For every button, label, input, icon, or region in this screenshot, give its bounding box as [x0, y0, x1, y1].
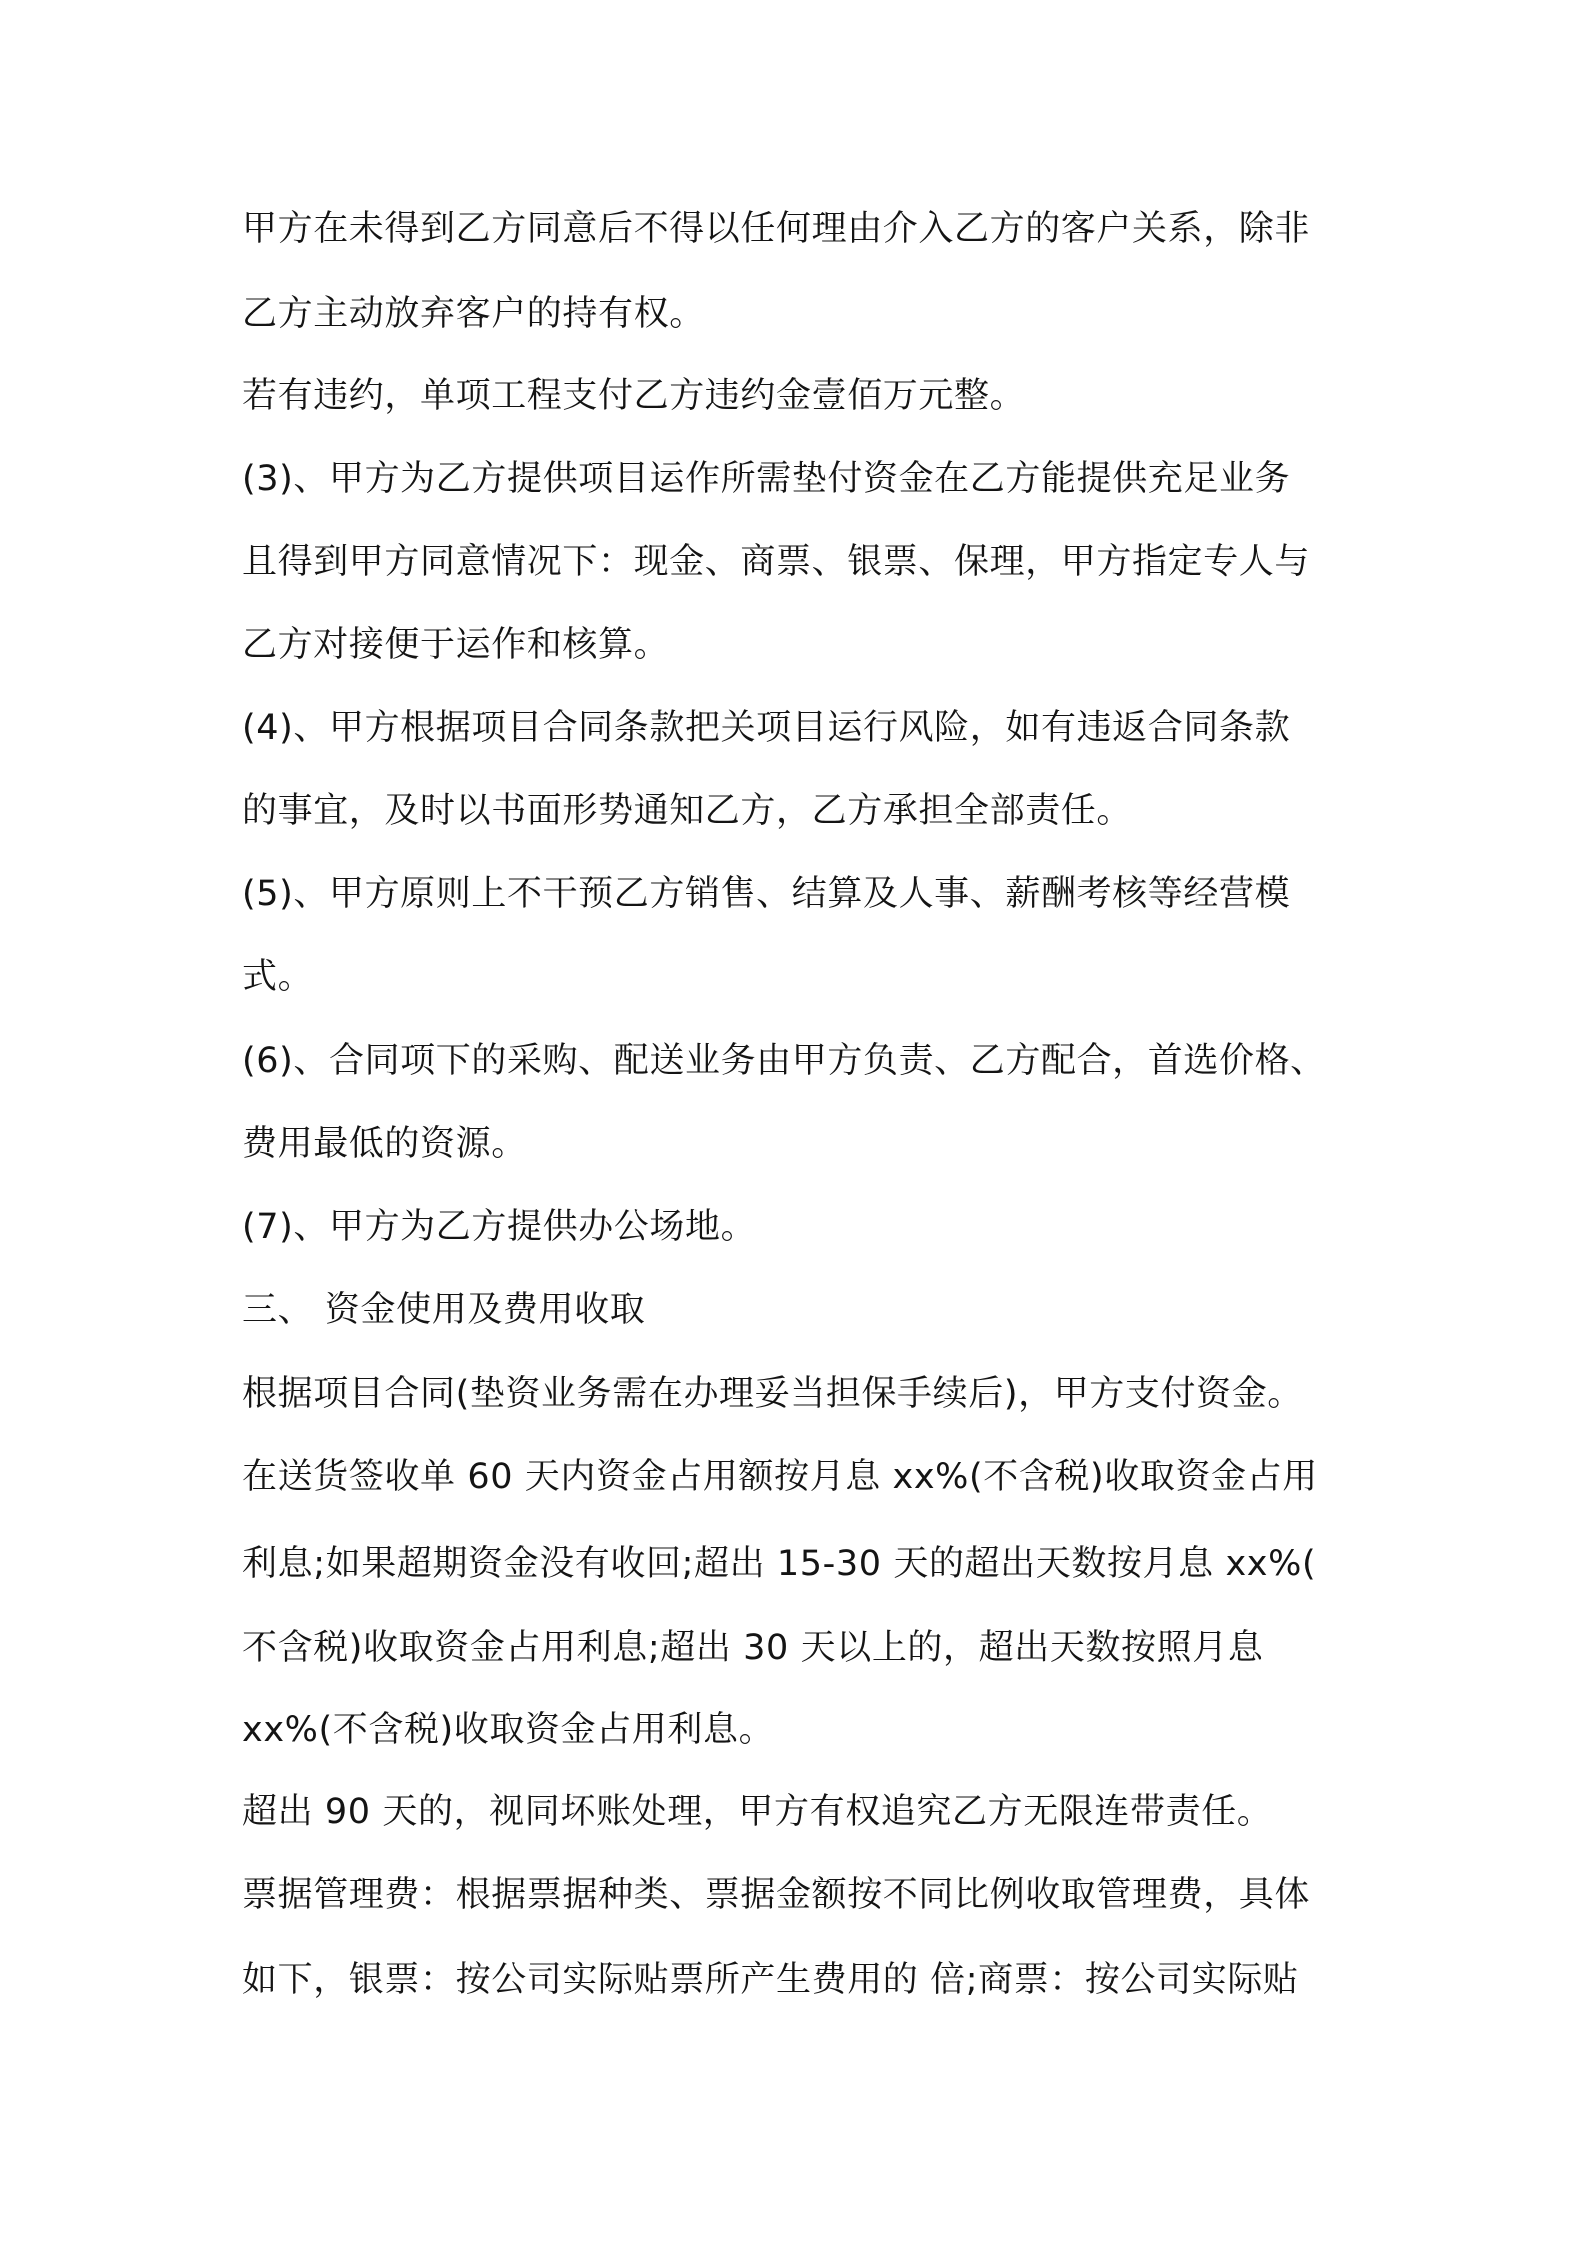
text-line: (6)、合同项下的采购、配送业务由甲方负责、乙方配合，首选价格、 — [242, 1041, 1326, 1081]
text-line: 若有违约，单项工程支付乙方违约金壹佰万元整。 — [242, 376, 1026, 416]
text-line: (7)、甲方为乙方提供办公场地。 — [242, 1207, 757, 1247]
text-line: 乙方对接便于运作和核算。 — [242, 625, 670, 665]
text-line: 且得到甲方同意情况下：现金、商票、银票、保理，甲方指定专人与 — [242, 542, 1311, 582]
text-line: 在送货签收单 60 天内资金占用额按月息 xx%(不含税)收取资金占用 — [242, 1457, 1318, 1497]
text-line: 票据管理费：根据票据种类、票据金额按不同比例收取管理费，具体 — [242, 1875, 1311, 1915]
text-line: (4)、甲方根据项目合同条款把关项目运行风险，如有违返合同条款 — [242, 708, 1291, 748]
text-line: (3)、甲方为乙方提供项目运作所需垫付资金在乙方能提供充足业务 — [242, 459, 1291, 499]
text-line: 如下，银票：按公司实际贴票所产生费用的 倍;商票：按公司实际贴 — [242, 1960, 1299, 2000]
text-line: 费用最低的资源。 — [242, 1124, 527, 1164]
text-line: 利息;如果超期资金没有收回;超出 15-30 天的超出天数按月息 xx%( — [242, 1544, 1317, 1584]
section-heading: 三、 资金使用及费用收取 — [242, 1290, 646, 1330]
text-line: (5)、甲方原则上不干预乙方销售、结算及人事、薪酬考核等经营模 — [242, 874, 1291, 914]
text-line: 的事宜，及时以书面形势通知乙方，乙方承担全部责任。 — [242, 791, 1133, 831]
text-line: 根据项目合同(垫资业务需在办理妥当担保手续后)，甲方支付资金。 — [242, 1374, 1303, 1414]
text-line: xx%(不含税)收取资金占用利息。 — [242, 1710, 775, 1750]
text-line: 式。 — [242, 957, 314, 997]
text-line: 甲方在未得到乙方同意后不得以任何理由介入乙方的客户关系，除非 — [242, 209, 1311, 249]
text-line: 超出 90 天的，视同坏账处理，甲方有权追究乙方无限连带责任。 — [242, 1792, 1273, 1832]
text-line: 不含税)收取资金占用利息;超出 30 天以上的，超出天数按照月息 — [242, 1628, 1264, 1668]
text-line: 乙方主动放弃客户的持有权。 — [242, 294, 705, 334]
